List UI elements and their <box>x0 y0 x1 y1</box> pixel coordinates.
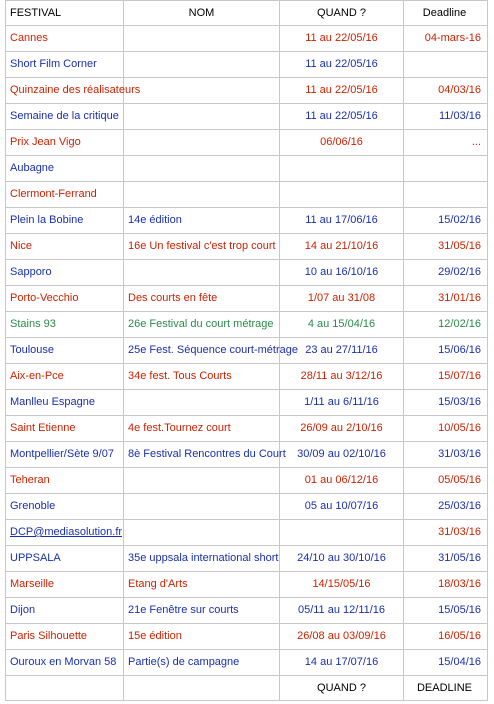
cell-nom[interactable] <box>124 130 280 156</box>
cell-quand[interactable]: 28/11 au 3/12/16 <box>280 364 404 390</box>
cell-deadline[interactable]: 15/06/16 <box>404 338 488 364</box>
cell-deadline[interactable]: 10/05/16 <box>404 416 488 442</box>
cell-nom[interactable] <box>124 390 280 416</box>
cell-deadline[interactable]: 15/02/16 <box>404 208 488 234</box>
cell-festival[interactable]: Prix Jean Vigo <box>6 130 124 156</box>
cell-deadline[interactable]: 04-mars-16 <box>404 26 488 52</box>
cell-deadline[interactable]: 18/03/16 <box>404 572 488 598</box>
cell-festival[interactable]: Teheran <box>6 468 124 494</box>
table-row <box>6 286 488 312</box>
cell-nom[interactable] <box>124 104 280 130</box>
cell-festival[interactable]: Ouroux en Morvan 58 <box>6 650 124 676</box>
table-row <box>6 546 488 572</box>
spreadsheet <box>5 0 488 701</box>
cell-deadline[interactable] <box>404 156 488 182</box>
header-deadline[interactable]: Deadline <box>404 1 488 26</box>
cell-nom[interactable]: 16e Un festival c'est trop court <box>124 234 280 260</box>
cell-deadline[interactable]: ... <box>404 130 488 156</box>
table-row <box>6 416 488 442</box>
cell-deadline[interactable]: 25/03/16 <box>404 494 488 520</box>
cell-deadline[interactable]: 15/03/16 <box>404 390 488 416</box>
cell-deadline[interactable]: 31/05/16 <box>404 546 488 572</box>
cell-quand[interactable]: 14 au 17/07/16 <box>280 650 404 676</box>
cell-quand[interactable] <box>280 182 404 208</box>
cell-quand[interactable]: 26/08 au 03/09/16 <box>280 624 404 650</box>
cell-nom[interactable] <box>124 468 280 494</box>
email-link[interactable]: DCP@mediasolution.fr <box>10 526 123 538</box>
table-row <box>6 598 488 624</box>
footer-row <box>6 676 488 701</box>
cell-festival[interactable]: Clermont-Ferrand <box>6 182 124 208</box>
table-row <box>6 26 488 52</box>
table-row <box>6 624 488 650</box>
cell-nom[interactable]: 15e édition <box>124 624 280 650</box>
table-row <box>6 182 488 208</box>
cell-quand[interactable]: 4 au 15/04/16 <box>280 312 404 338</box>
cell-deadline[interactable]: 15/07/16 <box>404 364 488 390</box>
cell-festival[interactable] <box>6 520 124 546</box>
cell-nom[interactable]: Des courts en fête <box>124 286 280 312</box>
cell-deadline[interactable]: 11/03/16 <box>404 104 488 130</box>
table-body <box>6 1 488 701</box>
table-row <box>6 520 488 546</box>
cell-nom[interactable]: 26e Festival du court métrage <box>124 312 280 338</box>
cell-quand[interactable]: 24/10 au 30/10/16 <box>280 546 404 572</box>
cell-quand[interactable]: 05 au 10/07/16 <box>280 494 404 520</box>
cell-nom[interactable] <box>124 260 280 286</box>
cell-nom[interactable]: 21e Fenêtre sur courts <box>124 598 280 624</box>
cell-festival[interactable]: Aubagne <box>6 156 124 182</box>
cell-festival[interactable]: Sapporo <box>6 260 124 286</box>
table-row <box>6 468 488 494</box>
cell-quand[interactable]: 23 au 27/11/16 <box>280 338 404 364</box>
cell-nom[interactable]: 8è Festival Rencontres du Court <box>124 442 280 468</box>
table-row <box>6 130 488 156</box>
cell-quand[interactable]: 30/09 au 02/10/16 <box>280 442 404 468</box>
footer-festival[interactable] <box>6 676 124 701</box>
footer-deadline[interactable]: DEADLINE <box>404 676 488 701</box>
cell-festival[interactable]: Manlleu Espagne <box>6 390 124 416</box>
cell-festival[interactable]: Dijon <box>6 598 124 624</box>
cell-deadline[interactable]: 04/03/16 <box>404 78 488 104</box>
cell-nom[interactable] <box>124 78 280 104</box>
table-row <box>6 364 488 390</box>
cell-deadline[interactable]: 31/03/16 <box>404 442 488 468</box>
cell-nom[interactable]: 4e fest.Tournez court <box>124 416 280 442</box>
cell-deadline[interactable]: 31/03/16 <box>404 520 488 546</box>
table-row <box>6 234 488 260</box>
cell-festival[interactable]: Semaine de la critique <box>6 104 124 130</box>
cell-deadline[interactable]: 15/05/16 <box>404 598 488 624</box>
cell-quand[interactable] <box>280 156 404 182</box>
cell-quand[interactable]: 05/11 au 12/11/16 <box>280 598 404 624</box>
cell-festival[interactable]: Aix-en-Pce <box>6 364 124 390</box>
cell-deadline[interactable]: 15/04/16 <box>404 650 488 676</box>
cell-festival[interactable]: UPPSALA <box>6 546 124 572</box>
cell-quand[interactable]: 26/09 au 2/10/16 <box>280 416 404 442</box>
cell-nom[interactable] <box>124 520 280 546</box>
cell-nom[interactable]: 14e édition <box>124 208 280 234</box>
table-row <box>6 78 488 104</box>
cell-festival[interactable]: Grenoble <box>6 494 124 520</box>
cell-quand[interactable]: 1/11 au 6/11/16 <box>280 390 404 416</box>
header-nom[interactable]: NOM <box>124 1 280 26</box>
cell-quand[interactable]: 11 au 22/05/16 <box>280 104 404 130</box>
cell-nom[interactable]: Etang d'Arts <box>124 572 280 598</box>
cell-festival[interactable]: Marseille <box>6 572 124 598</box>
cell-deadline[interactable]: 31/05/16 <box>404 234 488 260</box>
cell-quand[interactable]: 14 au 21/10/16 <box>280 234 404 260</box>
cell-quand[interactable]: 11 au 22/05/16 <box>280 52 404 78</box>
cell-festival[interactable]: Toulouse <box>6 338 124 364</box>
cell-nom[interactable]: 25e Fest. Séquence court-métrage <box>124 338 280 364</box>
cell-nom[interactable] <box>124 182 280 208</box>
table-row <box>6 494 488 520</box>
cell-quand[interactable]: 11 au 17/06/16 <box>280 208 404 234</box>
cell-nom[interactable] <box>124 26 280 52</box>
cell-quand[interactable] <box>280 520 404 546</box>
cell-festival[interactable]: Paris Silhouette <box>6 624 124 650</box>
table-row <box>6 572 488 598</box>
table-row <box>6 650 488 676</box>
table-row <box>6 104 488 130</box>
cell-festival[interactable]: Stains 93 <box>6 312 124 338</box>
cell-nom[interactable] <box>124 52 280 78</box>
cell-festival[interactable]: Cannes <box>6 26 124 52</box>
footer-nom[interactable] <box>124 676 280 701</box>
cell-festival[interactable]: Short Film Corner <box>6 52 124 78</box>
cell-festival[interactable]: Plein la Bobine <box>6 208 124 234</box>
cell-festival[interactable]: Saint Etienne <box>6 416 124 442</box>
cell-deadline[interactable]: 05/05/16 <box>404 468 488 494</box>
cell-quand[interactable]: 10 au 16/10/16 <box>280 260 404 286</box>
festival-table <box>5 0 488 701</box>
table-row <box>6 208 488 234</box>
cell-nom[interactable]: Partie(s) de campagne <box>124 650 280 676</box>
header-quand[interactable]: QUAND ? <box>280 1 404 26</box>
cell-nom[interactable]: 34e fest. Tous Courts <box>124 364 280 390</box>
cell-deadline[interactable]: 16/05/16 <box>404 624 488 650</box>
table-row <box>6 52 488 78</box>
cell-deadline[interactable] <box>404 52 488 78</box>
cell-quand[interactable]: 01 au 06/12/16 <box>280 468 404 494</box>
cell-quand[interactable]: 11 au 22/05/16 <box>280 26 404 52</box>
header-row <box>6 1 488 26</box>
cell-nom[interactable] <box>124 156 280 182</box>
cell-quand[interactable]: 11 au 22/05/16 <box>280 78 404 104</box>
footer-quand[interactable]: QUAND ? <box>280 676 404 701</box>
cell-quand[interactable]: 14/15/05/16 <box>280 572 404 598</box>
cell-quand[interactable]: 06/06/16 <box>280 130 404 156</box>
cell-festival[interactable]: Porto-Vecchio <box>6 286 124 312</box>
cell-festival[interactable]: Quinzaine des réalisateurs <box>6 78 124 104</box>
cell-deadline[interactable]: 12/02/16 <box>404 312 488 338</box>
cell-deadline[interactable]: 29/02/16 <box>404 260 488 286</box>
table-row <box>6 338 488 364</box>
table-row <box>6 442 488 468</box>
cell-deadline[interactable] <box>404 182 488 208</box>
header-festival[interactable]: FESTIVAL <box>6 1 124 26</box>
cell-nom[interactable]: 35e uppsala international short <box>124 546 280 572</box>
cell-festival[interactable]: Nice <box>6 234 124 260</box>
table-row <box>6 312 488 338</box>
cell-nom[interactable] <box>124 494 280 520</box>
cell-quand[interactable]: 1/07 au 31/08 <box>280 286 404 312</box>
cell-festival[interactable]: Montpellier/Sète 9/07 <box>6 442 124 468</box>
table-row <box>6 390 488 416</box>
table-row <box>6 156 488 182</box>
cell-deadline[interactable]: 31/01/16 <box>404 286 488 312</box>
table-row <box>6 260 488 286</box>
